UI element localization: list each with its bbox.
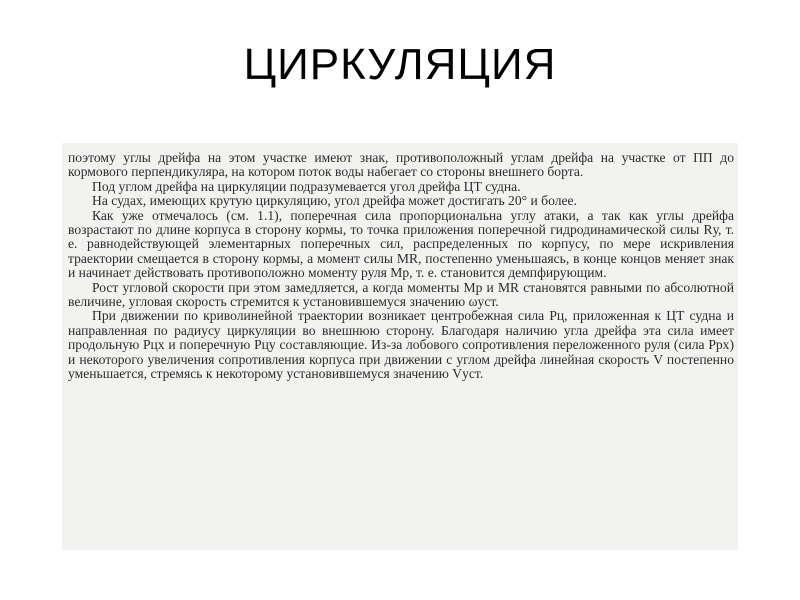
paragraph: На судах, имеющих крутую циркуляцию, угол дрейфа может достигать 20° и более.	[92, 193, 577, 209]
paragraph: При движении по криволинейной траектории возникает центробежная сила Pц, приложенная к ЦТ судна и направленная по радиусу циркуляции во внешнюю сторону. Благодаря наличию угла дрейфа эта сила имеет продольную Pцх и поперечную Pцу составляющие. Из-за лобового сопротивления переложенного руля (сила Pрх) и некоторого увеличения сопротивления корпуса при движении с углом дрейфа линейная скорость V постепенно уменьшается, стремясь к некоторому установившемуся значению Vуст.	[68, 308, 734, 382]
paragraph: Под углом дрейфа на циркуляции подразумевается угол дрейфа ЦТ судна.	[92, 178, 521, 194]
page-title: ЦИРКУЛЯЦИЯ	[243, 40, 557, 89]
paragraph: поэтому углы дрейфа на этом участке имеют знак, противоположный углам дрейфа на участке от ПП до кормового перпендикуляра, на котором поток воды набегает со стороны внешнего борта.	[68, 150, 734, 180]
paragraph: Как уже отмечалось (см. 1.1), поперечная сила пропорциональна углу атаки, а так как углы дрейфа возрастают по длине корпуса в сторону кормы, то точка приложения поперечной гидродинамической силы Rу, т. е. равнодействующей элементарных поперечных сил, распределенных по корпусу, по мере искривления траектории смещается в сторону кормы, а момент силы MR, постепенно уменьшаясь, в конце концов меняет знак и начинает действовать противоположно моменту руля Mр, т. е. становится демпфирующим.	[68, 207, 734, 281]
paragraph: Рост угловой скорости при этом замедляется, а когда моменты Mр и MR становятся равными по абсолютной величине, угловая скорость стремится к установившемуся значению ωуст.	[68, 279, 734, 310]
scanned-text-image	[62, 143, 738, 550]
